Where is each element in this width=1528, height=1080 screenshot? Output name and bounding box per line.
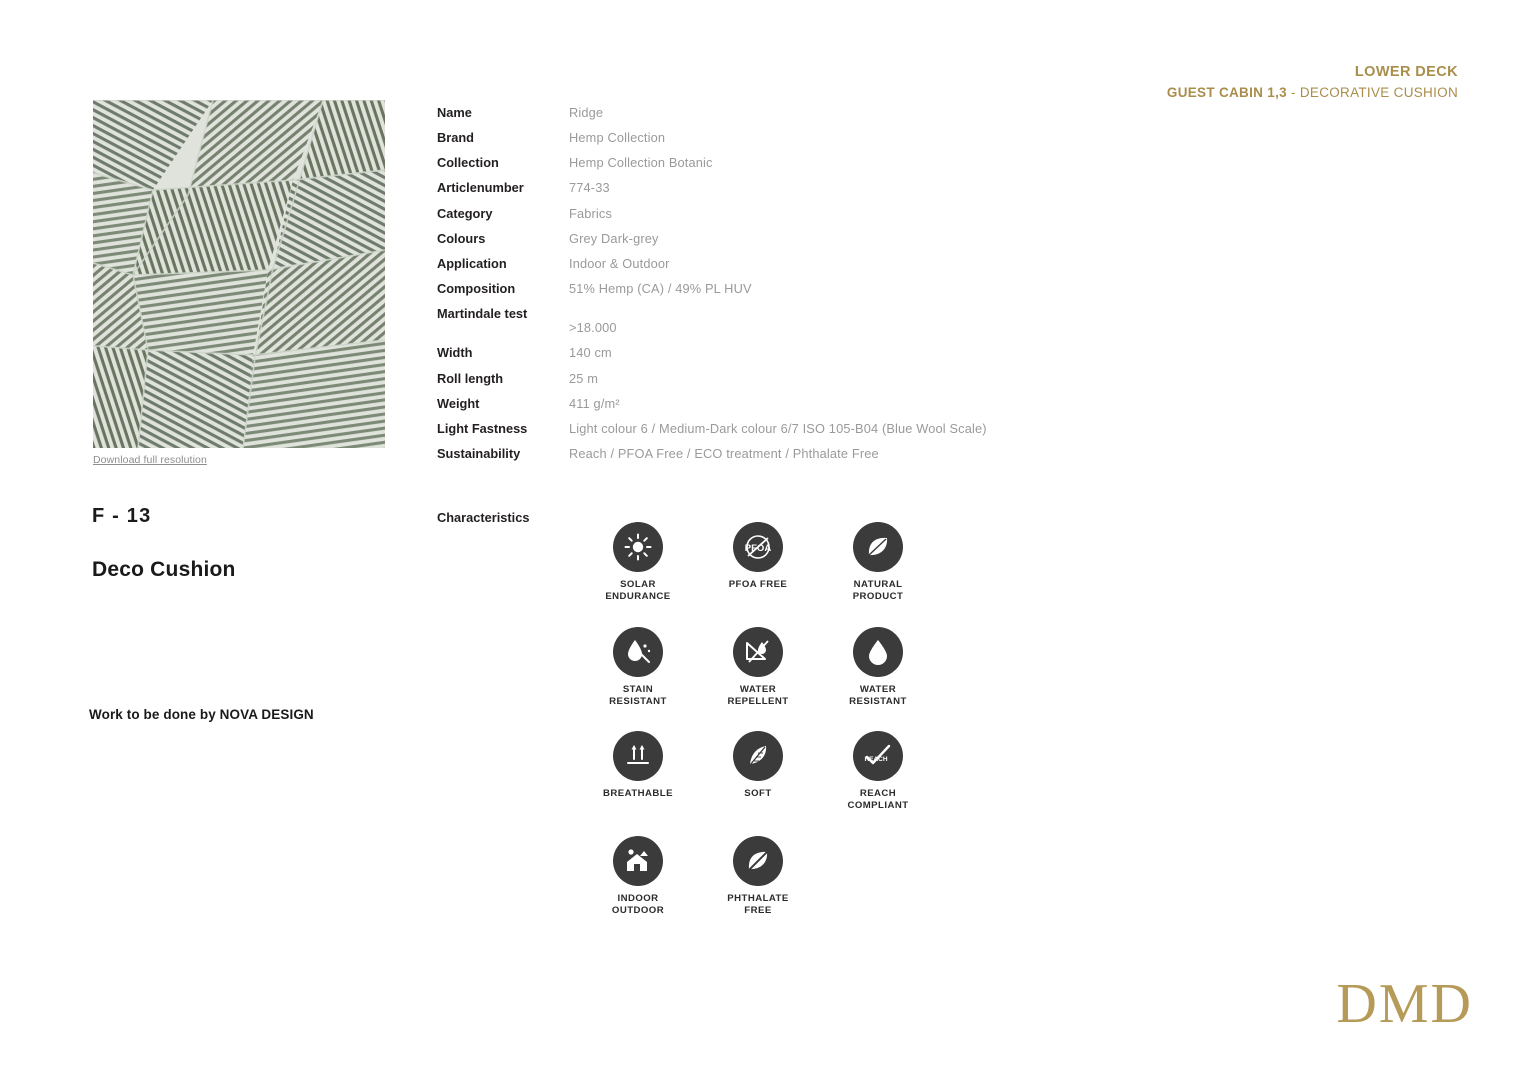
pfoa-free-icon: [733, 522, 783, 572]
fabric-swatch-image: [93, 100, 385, 448]
characteristic-item: [818, 522, 938, 604]
characteristic-item: [818, 627, 938, 709]
spec-value: 140 cm: [569, 345, 612, 361]
spec-key: Weight: [437, 395, 480, 411]
characteristic-caption: REACH COMPLIANT: [847, 788, 909, 812]
characteristic-caption: PHTHALATE FREE: [727, 892, 789, 916]
characteristic-item: [698, 522, 818, 604]
spec-key: Martindale test: [437, 306, 528, 322]
characteristic-item: [578, 731, 698, 813]
sun-icon: [613, 522, 663, 572]
cabin-detail: - DECORATIVE CUSHION: [1286, 85, 1458, 101]
spec-value: Indoor & Outdoor: [569, 255, 670, 271]
characteristic-item: [698, 836, 818, 918]
spec-value: Light colour 6 / Medium-Dark colour 6/7 ISO 105-B04 (Blue Wool Scale): [569, 420, 987, 436]
spec-key: Sustainability: [437, 446, 521, 462]
characteristic-caption: SOFT: [744, 788, 772, 800]
characteristic-caption: SOLAR ENDURANCE: [605, 579, 671, 603]
spec-key: Brand: [437, 130, 474, 146]
spec-key: Articlenumber: [437, 180, 524, 196]
specification-table: [437, 104, 1057, 470]
indoor-outdoor-icon: [613, 836, 663, 886]
page-header: [1167, 62, 1458, 103]
spec-key: Roll length: [437, 370, 504, 386]
characteristics-grid: [578, 522, 938, 940]
deck-label: LOWER DECK: [1354, 64, 1458, 80]
table-row: [437, 179, 1057, 197]
spec-key: Application: [437, 255, 507, 271]
characteristic-caption: WATER REPELLENT: [727, 683, 789, 707]
stain-drop-icon: [613, 627, 663, 677]
leaf-icon: [853, 522, 903, 572]
item-code: F - 13: [92, 505, 152, 527]
table-row: [437, 255, 1057, 273]
spec-key: Width: [437, 345, 473, 361]
characteristic-item: [698, 627, 818, 709]
table-row: [437, 305, 1057, 337]
spec-key: Collection: [437, 155, 499, 171]
feather-icon: [733, 731, 783, 781]
dmd-logo: DMD: [1336, 973, 1473, 1035]
characteristic-caption: NATURAL PRODUCT: [852, 579, 904, 603]
spec-key: Composition: [437, 281, 516, 297]
spec-value: Reach / PFOA Free / ECO treatment / Phthalate Free: [569, 446, 879, 462]
svg-text:PFOA: PFOA: [744, 543, 772, 554]
table-row: [437, 420, 1057, 438]
characteristic-caption: BREATHABLE: [603, 788, 673, 800]
spec-value: Hemp Collection Botanic: [569, 155, 713, 171]
characteristic-item: [698, 731, 818, 813]
characteristic-caption: STAIN RESISTANT: [609, 683, 667, 707]
table-row: [437, 370, 1057, 388]
characteristic-caption: INDOOR OUTDOOR: [611, 892, 665, 916]
spec-value: Fabrics: [569, 205, 613, 221]
characteristic-item: [818, 731, 938, 813]
cabin-label: [1167, 83, 1458, 103]
characteristic-item: [578, 522, 698, 604]
spec-value: >18.000: [569, 320, 617, 336]
svg-text:REACH: REACH: [864, 756, 888, 764]
reach-check-icon: [853, 731, 903, 781]
table-row: [437, 205, 1057, 223]
download-full-resolution-link[interactable]: Download full resolution: [93, 454, 207, 466]
table-row: [437, 344, 1057, 362]
table-row: [437, 395, 1057, 413]
table-row: [437, 280, 1057, 298]
water-drop-icon: [853, 627, 903, 677]
cabin-name: GUEST CABIN 1,3: [1166, 85, 1287, 101]
spec-key: Category: [437, 205, 493, 221]
spec-value: 411 g/m²: [569, 395, 620, 411]
work-note: Work to be done by NOVA DESIGN: [89, 707, 314, 722]
characteristic-caption: PFOA FREE: [728, 579, 788, 590]
spec-key: Name: [437, 105, 472, 120]
breathable-icon: [613, 731, 663, 781]
table-row: [437, 230, 1057, 248]
phthalate-free-icon: [733, 836, 783, 886]
spec-key: Colours: [437, 230, 486, 246]
water-repellent-icon: [733, 627, 783, 677]
characteristic-caption: WATER RESISTANT: [849, 683, 907, 707]
spec-value: Grey Dark-grey: [569, 230, 659, 246]
spec-value: 25 m: [569, 370, 599, 386]
spec-value: 51% Hemp (CA) / 49% PL HUV: [569, 281, 752, 297]
swatch-block: [93, 100, 385, 466]
spec-value: Hemp Collection: [569, 130, 666, 146]
spec-value: 774-33: [569, 180, 610, 196]
spec-key: Light Fastness: [437, 420, 528, 436]
characteristic-item: [578, 836, 698, 918]
table-row: [437, 104, 1057, 122]
table-row: [437, 154, 1057, 172]
characteristic-item: [578, 627, 698, 709]
table-row: [437, 129, 1057, 147]
table-row: [437, 445, 1057, 463]
page-title: Deco Cushion: [92, 558, 236, 581]
characteristics-label: Characteristics: [437, 510, 530, 525]
spec-value: Ridge: [569, 105, 604, 120]
